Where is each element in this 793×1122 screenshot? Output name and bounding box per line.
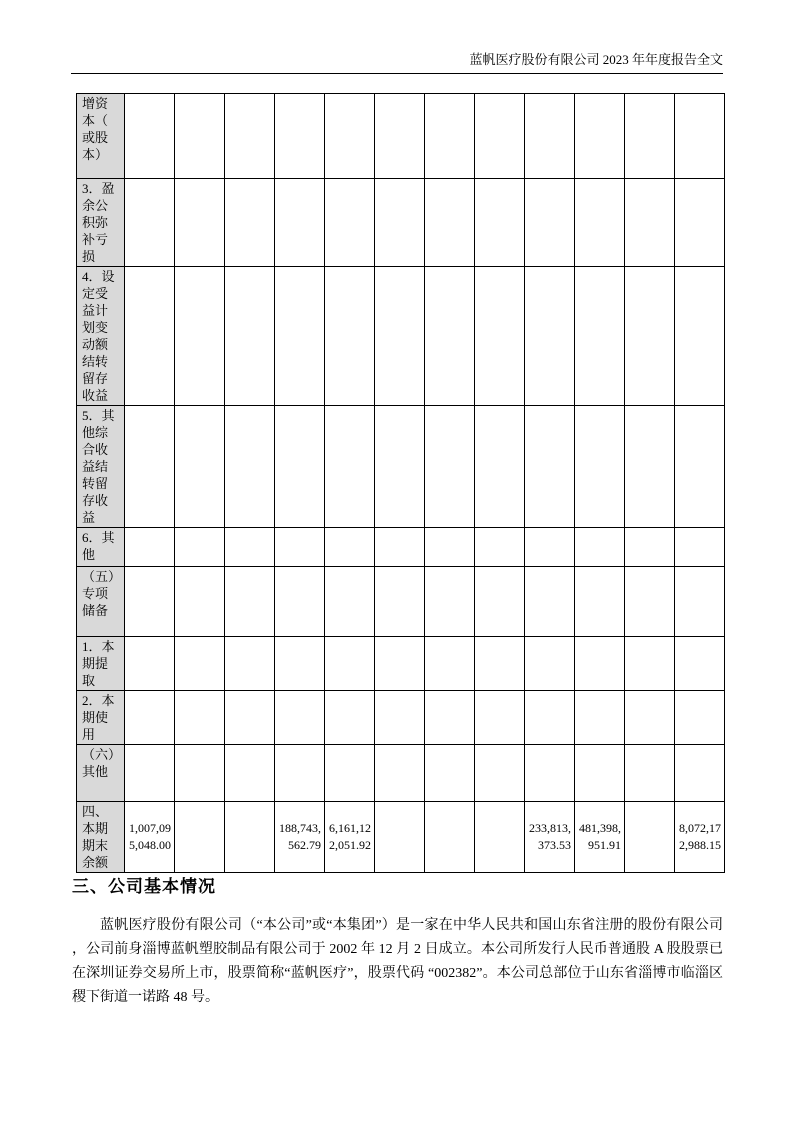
table-cell: [475, 691, 525, 745]
table-cell: 1,007,095,048.00: [125, 802, 175, 873]
table-cell: [425, 637, 475, 691]
table-cell: [675, 267, 725, 406]
row-label: 1．本期提取: [77, 637, 125, 691]
table-cell: [575, 94, 625, 179]
table-cell: [675, 528, 725, 567]
page-header: [71, 52, 723, 74]
table-cell: [575, 637, 625, 691]
table-cell: [425, 179, 475, 267]
table-cell: [625, 567, 675, 637]
table-cell: [225, 691, 275, 745]
table-cell: [575, 179, 625, 267]
table-cell: [625, 528, 675, 567]
table-cell: [575, 691, 625, 745]
table-cell: [225, 267, 275, 406]
table-cell: [625, 745, 675, 802]
section-heading: 三、公司基本情况: [72, 877, 216, 896]
equity-table-body: [77, 94, 725, 873]
table-cell: [375, 94, 425, 179]
table-cell: [525, 406, 575, 528]
table-cell: [625, 637, 675, 691]
table-cell: 233,813,373.53: [525, 802, 575, 873]
table-cell: [175, 528, 225, 567]
table-cell: [525, 267, 575, 406]
table-cell: [475, 94, 525, 179]
table-cell: [575, 745, 625, 802]
table-cell: [375, 637, 425, 691]
table-cell: [375, 528, 425, 567]
table-cell: [125, 567, 175, 637]
table-cell: 188,743,562.79: [275, 802, 325, 873]
company-profile-paragraph: 蓝帆医疗股份有限公司（“本公司”或“本集团”）是一家在中华人民共和国山东省注册的股份有限公司，公司前身淄博蓝帆塑胶制品有限公司于 2002 年 12 月 2 日成立。本公司所发行人民币普通股 A 股股票已在深圳证券交易所上市，股票简称“蓝帆医疗”，股票代码 “002382”。本公司总部位于山东省淄博市临淄区稷下街道一诺路 48 号。: [72, 918, 723, 1005]
table-cell: [325, 691, 375, 745]
row-label: 6．其他: [77, 528, 125, 567]
table-row: [77, 267, 725, 406]
table-cell: [275, 567, 325, 637]
header-title: 蓝帆医疗股份有限公司 2023 年年度报告全文: [469, 52, 723, 67]
table-cell: [275, 691, 325, 745]
table-cell: [625, 691, 675, 745]
table-cell: [175, 94, 225, 179]
table-cell: [575, 406, 625, 528]
table-cell: [475, 802, 525, 873]
table-cell: [475, 637, 525, 691]
table-cell: [125, 267, 175, 406]
table-cell: [175, 745, 225, 802]
table-cell: [325, 179, 375, 267]
table-cell: [425, 528, 475, 567]
table-cell: [675, 745, 725, 802]
table-row: [77, 179, 725, 267]
table-row: [77, 528, 725, 567]
table-cell: [525, 528, 575, 567]
table-cell: [125, 179, 175, 267]
table-cell: [525, 179, 575, 267]
row-label: 2．本期使用: [77, 691, 125, 745]
table-cell: [225, 179, 275, 267]
table-cell: [325, 406, 375, 528]
table-cell: [525, 745, 575, 802]
table-cell: [625, 267, 675, 406]
table-cell: [475, 406, 525, 528]
table-cell: [375, 691, 425, 745]
table-cell: [475, 179, 525, 267]
table-cell: [325, 94, 375, 179]
table-cell: [275, 179, 325, 267]
table-cell: [125, 637, 175, 691]
row-label: 四、本期期末余额: [77, 802, 125, 873]
table-cell: [625, 406, 675, 528]
table-cell: [225, 567, 275, 637]
equity-change-table: [76, 93, 725, 873]
table-cell: [325, 267, 375, 406]
company-profile-section: [72, 872, 723, 1010]
table-cell: [125, 745, 175, 802]
row-label: 4．设定受益计划变动额结转留存收益: [77, 267, 125, 406]
table-cell: [375, 267, 425, 406]
table-cell: [275, 267, 325, 406]
table-cell: [525, 567, 575, 637]
table-cell: [375, 802, 425, 873]
table-cell: [625, 802, 675, 873]
table-cell: [225, 745, 275, 802]
table-cell: [675, 94, 725, 179]
row-label: 增资本（或股本）: [77, 94, 125, 179]
row-label: 3．盈余公积弥补亏损: [77, 179, 125, 267]
table-cell: [175, 567, 225, 637]
table-cell: [275, 745, 325, 802]
table-cell: [475, 528, 525, 567]
table-cell: [375, 745, 425, 802]
table-cell: [175, 179, 225, 267]
table-cell: [125, 528, 175, 567]
table-cell: [475, 745, 525, 802]
table-cell: [325, 745, 375, 802]
row-label: （六）其他: [77, 745, 125, 802]
table-cell: [125, 406, 175, 528]
table-cell: [425, 691, 475, 745]
table-cell: [575, 267, 625, 406]
table-row: [77, 94, 725, 179]
table-row: [77, 802, 725, 873]
table-row: [77, 406, 725, 528]
table-row: [77, 691, 725, 745]
table-cell: [175, 691, 225, 745]
table-cell: 481,398,951.91: [575, 802, 625, 873]
table-cell: [225, 406, 275, 528]
table-cell: [425, 267, 475, 406]
table-cell: [675, 406, 725, 528]
table-cell: [375, 179, 425, 267]
table-cell: [375, 406, 425, 528]
table-cell: [525, 637, 575, 691]
table-cell: [675, 691, 725, 745]
table-row: [77, 637, 725, 691]
table-cell: 8,072,172,988.15: [675, 802, 725, 873]
table-cell: [225, 802, 275, 873]
row-label: 5．其他综合收益结转留存收益: [77, 406, 125, 528]
table-cell: [275, 406, 325, 528]
table-cell: [425, 745, 475, 802]
row-label: （五）专项储备: [77, 567, 125, 637]
table-cell: [175, 267, 225, 406]
table-cell: [175, 802, 225, 873]
table-cell: [175, 406, 225, 528]
table-cell: [225, 94, 275, 179]
table-cell: [225, 637, 275, 691]
table-cell: [675, 637, 725, 691]
table-cell: [675, 179, 725, 267]
table-cell: [425, 406, 475, 528]
table-cell: [225, 528, 275, 567]
table-cell: [375, 567, 425, 637]
table-cell: [325, 567, 375, 637]
table-cell: [425, 802, 475, 873]
table-cell: [125, 691, 175, 745]
table-cell: [625, 94, 675, 179]
table-cell: [325, 528, 375, 567]
table-cell: [125, 94, 175, 179]
table-cell: [475, 267, 525, 406]
table-cell: [625, 179, 675, 267]
table-cell: [525, 691, 575, 745]
table-cell: [675, 567, 725, 637]
table-cell: [275, 94, 325, 179]
table-cell: [575, 567, 625, 637]
table-cell: [325, 637, 375, 691]
table-cell: [475, 567, 525, 637]
table-row: [77, 567, 725, 637]
table-cell: [275, 637, 325, 691]
table-cell: [575, 528, 625, 567]
table-cell: [275, 528, 325, 567]
table-cell: [425, 94, 475, 179]
table-cell: [525, 94, 575, 179]
table-row: [77, 745, 725, 802]
table-cell: 6,161,122,051.92: [325, 802, 375, 873]
table-cell: [175, 637, 225, 691]
table-cell: [425, 567, 475, 637]
